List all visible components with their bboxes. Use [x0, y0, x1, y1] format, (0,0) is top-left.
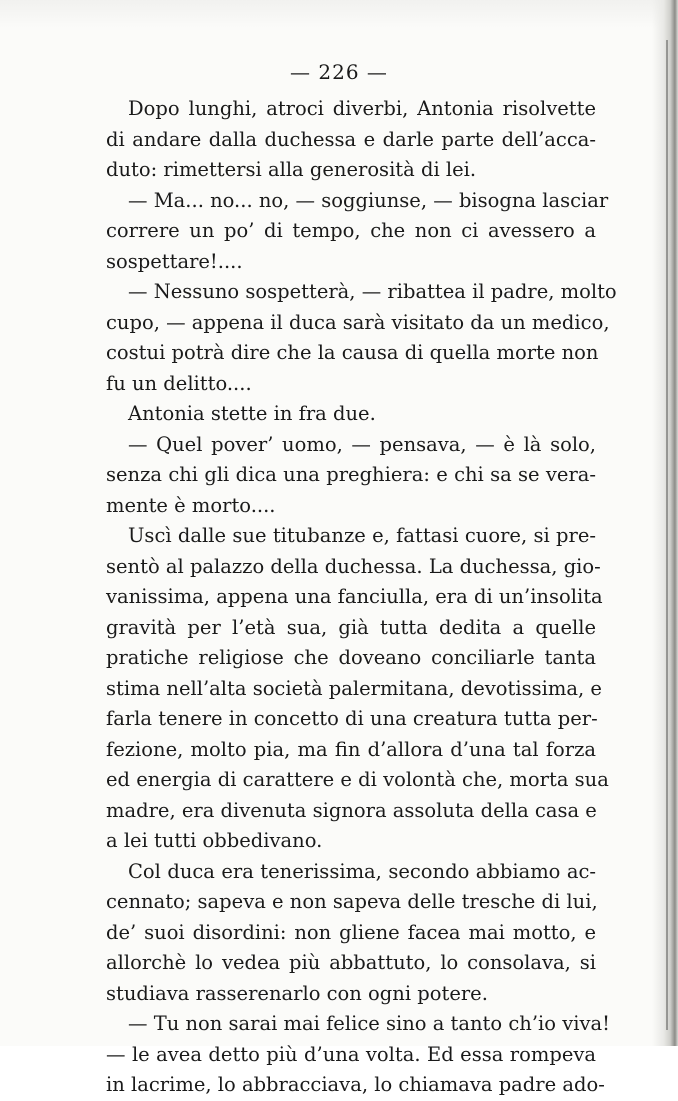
text-line: fu un delitto....: [106, 371, 252, 395]
text-line: allorchè lo vedea più abbattuto, lo consolava, si: [106, 951, 596, 974]
text-line: costui potrà dire che la causa di quella morte non: [106, 341, 599, 364]
text-line: mente è morto....: [106, 493, 276, 517]
text-line: — Quel pover’ uomo, — pensava, — è là solo,: [128, 432, 596, 456]
binding-line: [666, 40, 668, 1030]
text-line: Col duca era tenerissima, secondo abbiamo ac-: [128, 859, 596, 883]
body-text: [106, 94, 617, 1101]
text-line: stima nell’alta società palermitana, devotissima, e: [106, 676, 602, 700]
text-line: in lacrime, lo abbracciava, lo chiamava padre ado-: [106, 1073, 605, 1096]
text-line: pratiche religiose che doveano conciliarle tanta: [106, 646, 596, 669]
text-line: senza chi gli dica una preghiera: e chi sa se vera-: [106, 463, 596, 486]
page-edge-shadow: [652, 0, 678, 1046]
text-line: ed energia di carattere e di volontà che, morta sua: [106, 768, 609, 791]
text-line: — le avea detto più d’una volta. Ed essa rompeva: [106, 1042, 596, 1066]
text-line: Uscì dalle sue titubanze e, fattasi cuore, si pre-: [128, 524, 596, 547]
text-line: di andare dalla duchessa e darle parte dell’acca-: [106, 127, 596, 151]
page-top-shading: [0, 0, 678, 28]
text-line: cupo, — appena il duca sarà visitato da un medico,: [106, 310, 610, 334]
text-line: — Tu non sarai mai felice sino a tanto ch’io viva!: [128, 1012, 610, 1035]
text-line: correre un po’ di tempo, che non ci avessero a: [106, 219, 596, 242]
text-line: duto: rimettersi alla generosità di lei.: [106, 158, 477, 181]
text-line: sentò al palazzo della duchessa. La duchessa, gio-: [106, 554, 601, 578]
text-line: gravità per l’età sua, già tutta dedita a quelle: [106, 615, 596, 639]
text-line: — Nessuno sospetterà, — ribattea il padre, molto: [128, 280, 617, 303]
text-line: sospettare!....: [106, 249, 243, 273]
text-line: Dopo lunghi, atroci diverbi, Antonia risolvette: [128, 97, 596, 120]
text-line: studiava rasserenarlo con ogni potere.: [106, 981, 488, 1005]
text-line: madre, era divenuta signora assoluta della casa e: [106, 798, 597, 822]
text-line: Antonia stette in fra due.: [128, 402, 376, 425]
text-line: cennato; sapeva e non sapeva delle tresche di lui,: [106, 890, 598, 913]
text-line: — Ma... no... no, — soggiunse, — bisogna lasciar: [128, 188, 609, 212]
text-line: fezione, molto pia, ma fin d’allora d’una tal forza: [106, 737, 596, 761]
text-line: farla tenere in concetto di una creatura tutta per-: [106, 707, 598, 730]
text-line: a lei tutti obbedivano.: [106, 829, 323, 852]
text-line: de’ suoi disordini: non gliene facea mai motto, e: [106, 920, 596, 944]
page-number: — 226 —: [290, 60, 388, 84]
text-line: vanissima, appena una fanciulla, era di un’insolita: [106, 585, 603, 608]
